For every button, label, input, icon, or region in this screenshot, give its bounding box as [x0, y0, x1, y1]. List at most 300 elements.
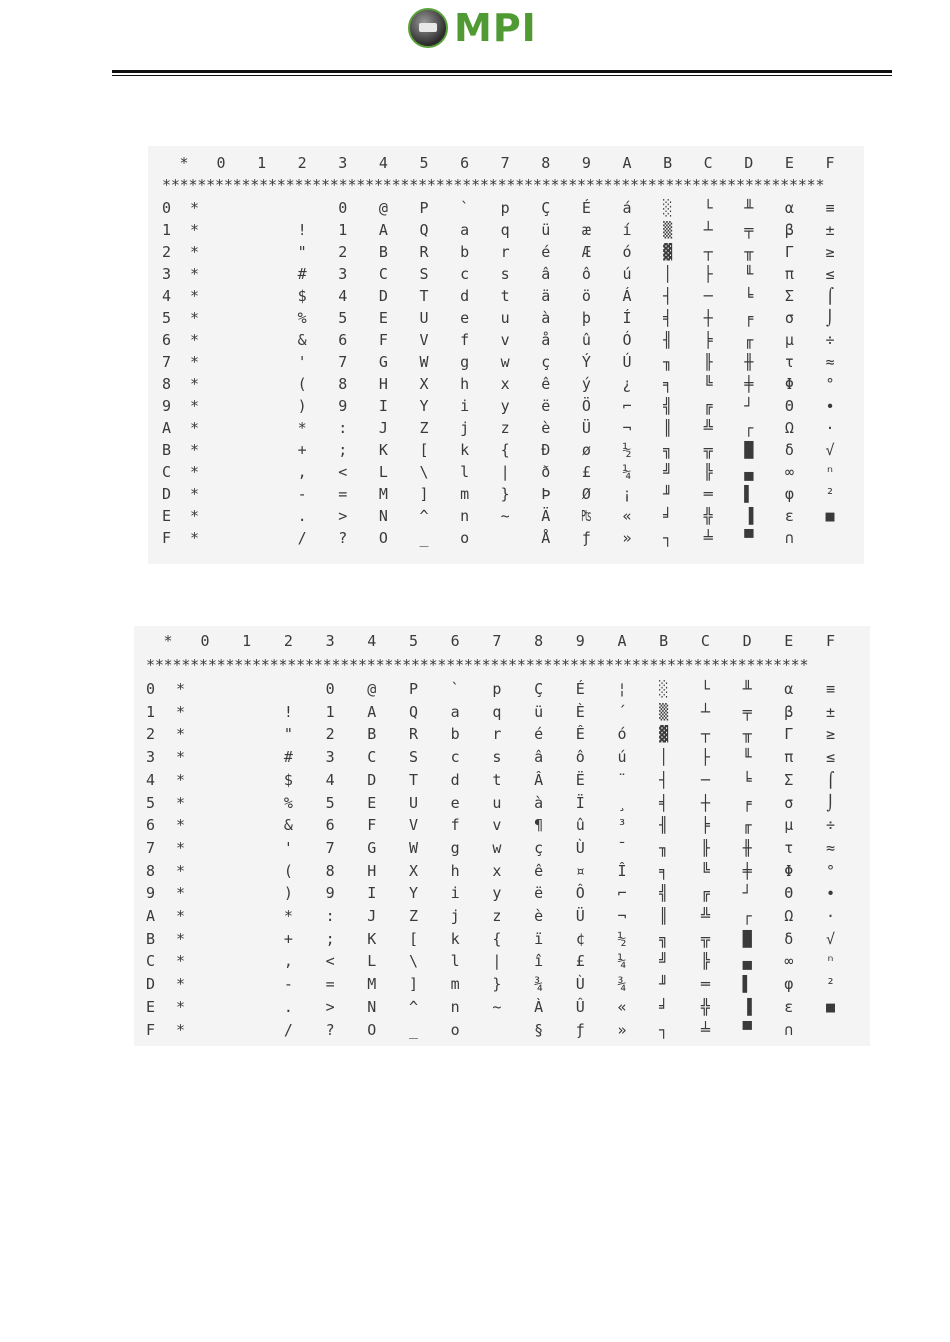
- char-cell: r: [500, 243, 510, 261]
- header-star: *: [163, 632, 173, 650]
- char-cell: [: [408, 929, 419, 948]
- row-label: 7: [162, 353, 172, 371]
- char-cell: ─: [703, 287, 713, 305]
- char-cell: ┼: [703, 309, 713, 327]
- char-cell: s: [500, 265, 510, 283]
- char-cell: ë: [541, 397, 551, 415]
- row-label: 4: [162, 287, 172, 305]
- row-label: C: [146, 952, 156, 971]
- column-header: 3: [325, 632, 335, 650]
- char-cell: Ó: [622, 331, 632, 349]
- char-cell: P: [408, 680, 419, 698]
- char-cell: Γ: [784, 243, 794, 261]
- char-cell: f: [450, 816, 460, 835]
- char-cell: 9: [338, 397, 348, 415]
- column-header: 2: [283, 632, 293, 650]
- char-cell: O: [367, 1020, 377, 1039]
- char-cell: ╞: [703, 331, 713, 349]
- char-cell: ╧: [703, 529, 713, 547]
- char-cell: ": [297, 243, 307, 261]
- row-star: *: [190, 243, 200, 261]
- char-cell: ≡: [825, 199, 835, 217]
- char-cell: ╟: [703, 353, 713, 371]
- column-header: 1: [242, 632, 252, 650]
- char-cell: d: [450, 770, 460, 789]
- char-cell: ¼: [622, 463, 632, 481]
- char-cell: i: [460, 397, 470, 415]
- char-cell: ô: [581, 265, 591, 283]
- char-cell: ▌: [742, 975, 752, 994]
- char-cell: ?: [338, 529, 348, 547]
- char-cell: d: [460, 287, 470, 305]
- char-cell: └: [703, 199, 713, 217]
- char-cell: O: [378, 529, 388, 547]
- char-cell: 6: [325, 816, 335, 835]
- column-header: C: [700, 632, 710, 650]
- char-cell: ½: [622, 441, 632, 459]
- char-cell: 2: [325, 725, 335, 744]
- char-cell: e: [460, 309, 470, 327]
- char-cell: A: [378, 221, 388, 239]
- char-cell: ▓: [659, 725, 669, 744]
- char-cell: f: [460, 331, 470, 349]
- char-cell: ú: [617, 748, 627, 767]
- char-cell: o: [460, 529, 470, 547]
- char-cell: ╙: [742, 748, 752, 767]
- char-cell: ╩: [700, 907, 710, 925]
- char-cell: Þ: [541, 485, 551, 503]
- char-cell: 8: [338, 375, 348, 393]
- char-cell: ╣: [663, 397, 673, 415]
- char-cell: ╚: [703, 375, 713, 393]
- char-cell: °: [825, 375, 835, 393]
- row-label: 3: [162, 265, 172, 283]
- char-cell: α: [784, 680, 794, 698]
- char-cell: y: [492, 884, 502, 903]
- char-cell: s: [492, 748, 502, 767]
- char-cell: ╔: [703, 397, 713, 415]
- char-cell: ≥: [825, 243, 835, 261]
- char-cell: p: [500, 199, 510, 217]
- row-star: *: [190, 397, 200, 415]
- char-cell: ±: [825, 702, 836, 721]
- char-cell: y: [500, 397, 510, 415]
- char-cell: k: [460, 441, 470, 459]
- char-cell: ê: [534, 861, 544, 880]
- char-cell: Z: [419, 419, 429, 437]
- char-cell: Å: [541, 529, 551, 547]
- char-cell: ·: [825, 907, 836, 925]
- char-cell: p: [492, 680, 502, 698]
- char-cell: `: [460, 199, 470, 217]
- char-cell: Ê: [575, 725, 585, 744]
- char-cell: ·: [825, 419, 835, 437]
- char-cell: #: [283, 748, 293, 767]
- char-cell: ~: [500, 507, 510, 525]
- column-header: 9: [581, 154, 591, 172]
- char-cell: U: [408, 793, 419, 812]
- char-cell: Ω: [784, 907, 794, 925]
- char-cell: /: [297, 529, 307, 547]
- char-cell: ⁿ: [825, 463, 835, 481]
- char-cell: ê: [541, 375, 551, 393]
- row-label: C: [162, 463, 172, 481]
- char-cell: ╨: [744, 199, 754, 217]
- char-cell: ┤: [663, 287, 673, 305]
- char-cell: ─: [700, 770, 710, 789]
- char-cell: 1: [325, 702, 335, 721]
- char-cell: c: [460, 265, 470, 283]
- char-cell: ð: [541, 463, 551, 481]
- column-header: F: [825, 632, 836, 650]
- char-cell: «: [617, 997, 627, 1016]
- char-cell: ε: [784, 507, 794, 525]
- char-cell: Æ: [581, 243, 591, 261]
- char-cell: V: [419, 331, 429, 349]
- column-header: 5: [419, 154, 429, 172]
- column-header: C: [703, 154, 713, 172]
- char-cell: U: [419, 309, 429, 327]
- char-cell: ¸: [617, 793, 627, 812]
- char-cell: !: [283, 702, 293, 721]
- char-cell: Ï: [575, 793, 585, 812]
- char-cell: ═: [700, 975, 710, 994]
- char-cell: t: [500, 287, 510, 305]
- char-cell: J: [378, 419, 388, 437]
- char-cell: !: [297, 221, 307, 239]
- row-label: D: [146, 975, 156, 994]
- column-header: 9: [575, 632, 585, 650]
- char-cell: T: [419, 287, 429, 305]
- char-cell: Γ: [784, 725, 794, 744]
- char-cell: ⁿ: [825, 952, 836, 971]
- char-cell: ┐: [663, 529, 673, 547]
- char-cell: X: [419, 375, 429, 393]
- char-cell: ^: [408, 997, 419, 1016]
- char-cell: m: [450, 975, 460, 994]
- char-cell: t: [492, 770, 502, 789]
- char-cell: Î: [617, 861, 627, 880]
- char-cell: |: [500, 463, 510, 481]
- char-cell: <: [338, 463, 348, 481]
- char-cell: ╜: [659, 975, 669, 994]
- char-cell: ⌐: [617, 884, 627, 903]
- char-cell: (: [297, 375, 307, 393]
- star-rule: ***************************************************************************: [162, 176, 825, 194]
- row-star: *: [190, 485, 200, 503]
- char-cell: Ð: [541, 441, 551, 459]
- char-cell: ╡: [659, 793, 669, 812]
- column-header: 7: [492, 632, 502, 650]
- char-cell: G: [367, 838, 377, 857]
- char-cell: ▌: [744, 485, 754, 503]
- row-star: *: [176, 748, 186, 767]
- char-cell: è: [541, 419, 551, 437]
- char-cell: L: [378, 463, 388, 481]
- char-cell: ³: [617, 816, 627, 835]
- row-star: *: [190, 375, 200, 393]
- char-cell: ≤: [825, 265, 835, 283]
- char-cell: ¯: [617, 838, 627, 857]
- char-cell: â: [534, 748, 544, 767]
- row-star: *: [176, 770, 186, 789]
- char-cell: %: [283, 793, 293, 812]
- char-cell: :: [338, 419, 348, 437]
- char-cell: Ý: [581, 353, 591, 371]
- char-cell: o: [450, 1020, 460, 1039]
- char-cell: 3: [338, 265, 348, 283]
- char-cell: R: [419, 243, 429, 261]
- row-star: *: [176, 725, 186, 744]
- column-header: D: [744, 154, 754, 172]
- char-cell: b: [450, 725, 460, 744]
- column-header: 8: [534, 632, 544, 650]
- char-cell: ╢: [659, 816, 669, 835]
- char-cell: π: [784, 748, 794, 767]
- char-cell: à: [541, 309, 551, 327]
- char-cell: Ö: [581, 397, 591, 415]
- char-cell: ░: [663, 199, 673, 217]
- column-header: F: [825, 154, 835, 172]
- char-cell: Á: [622, 287, 632, 305]
- char-cell: +: [283, 929, 293, 948]
- logo-text: MPI: [454, 6, 537, 50]
- char-cell: ┼: [700, 793, 710, 812]
- row-label: 6: [162, 331, 172, 349]
- char-cell: X: [408, 861, 419, 880]
- char-cell: {: [500, 441, 510, 459]
- char-cell: ∩: [784, 1020, 794, 1039]
- char-cell: α: [784, 199, 794, 217]
- char-cell: ∙: [825, 397, 835, 415]
- char-cell: ƒ: [581, 529, 591, 547]
- char-cell: b: [460, 243, 470, 261]
- row-label: 7: [146, 838, 156, 857]
- char-cell: σ: [784, 309, 794, 327]
- char-cell: h: [460, 375, 470, 393]
- char-cell: Σ: [784, 287, 794, 305]
- row-label: 1: [162, 221, 172, 239]
- char-cell: ╒: [742, 793, 752, 812]
- char-cell: ╫: [742, 838, 752, 857]
- char-cell: C: [378, 265, 388, 283]
- char-cell: δ: [784, 929, 794, 948]
- row-star: *: [190, 507, 200, 525]
- char-cell: √: [825, 441, 835, 459]
- char-cell: §: [534, 1020, 544, 1039]
- row-star: *: [176, 702, 186, 721]
- char-cell: I: [378, 397, 388, 415]
- char-cell: P: [419, 199, 429, 217]
- char-cell: ï: [534, 929, 544, 948]
- char-cell: æ: [581, 221, 591, 239]
- column-header: 6: [460, 154, 470, 172]
- char-cell: σ: [784, 793, 794, 812]
- char-cell: ┘: [744, 397, 754, 415]
- row-label: 9: [162, 397, 172, 415]
- char-cell: ⌠: [825, 287, 835, 305]
- row-label: 4: [146, 770, 156, 789]
- char-cell: µ: [784, 331, 794, 349]
- char-cell: :: [325, 907, 335, 925]
- char-cell: ░: [659, 680, 669, 698]
- char-cell: ¾: [534, 975, 544, 994]
- char-cell: e: [450, 793, 460, 812]
- char-cell: @: [378, 199, 388, 217]
- char-cell: ∙: [825, 884, 836, 903]
- char-cell: }: [500, 485, 510, 503]
- char-cell: è: [534, 907, 544, 925]
- char-cell: ┴: [703, 221, 713, 239]
- char-cell: n: [460, 507, 470, 525]
- char-cell: a: [460, 221, 470, 239]
- char-cell: ╟: [700, 838, 710, 857]
- char-cell: ë: [534, 884, 544, 903]
- char-cell: ¦: [617, 680, 627, 698]
- char-cell: ø: [581, 441, 591, 459]
- character-set-table-2: [134, 626, 870, 1046]
- char-cell: ▓: [663, 243, 673, 261]
- char-cell: £: [575, 952, 585, 971]
- column-header: E: [784, 154, 794, 172]
- char-cell: ≈: [825, 838, 836, 857]
- char-cell: ó: [622, 243, 632, 261]
- char-cell: ┐: [659, 1020, 669, 1039]
- char-cell: ƒ: [575, 1020, 585, 1039]
- row-star: *: [190, 331, 200, 349]
- row-star: *: [176, 861, 186, 880]
- printer-icon: [408, 8, 448, 48]
- char-cell: {: [492, 929, 502, 948]
- char-cell: 6: [338, 331, 348, 349]
- char-cell: ¾: [617, 975, 627, 994]
- char-cell: 0: [325, 680, 335, 698]
- char-cell: ´: [617, 702, 627, 721]
- char-cell: 1: [338, 221, 348, 239]
- char-cell: E: [378, 309, 388, 327]
- char-cell: █: [742, 929, 752, 948]
- char-cell: m: [460, 485, 470, 503]
- char-cell: Â: [534, 770, 544, 789]
- char-cell: 9: [325, 884, 335, 903]
- row-star: *: [190, 265, 200, 283]
- char-cell: √: [825, 929, 836, 948]
- char-cell: .: [297, 507, 307, 525]
- char-cell: r: [492, 725, 502, 744]
- char-cell: ü: [541, 221, 551, 239]
- header-rule: [112, 70, 892, 73]
- char-cell: ╢: [663, 331, 673, 349]
- char-cell: ╥: [744, 243, 754, 261]
- char-cell: ú: [622, 265, 632, 283]
- column-header: 7: [500, 154, 510, 172]
- row-star: *: [190, 419, 200, 437]
- char-cell: _: [408, 1020, 419, 1039]
- char-cell: v: [492, 816, 502, 835]
- row-label: D: [162, 485, 172, 503]
- char-cell: ▄: [744, 463, 754, 481]
- char-cell: 8: [325, 861, 335, 880]
- char-cell: ý: [581, 375, 591, 393]
- char-cell: ╛: [659, 997, 669, 1016]
- char-cell: _: [419, 529, 429, 547]
- char-cell: k: [450, 929, 460, 948]
- char-cell: u: [492, 793, 502, 812]
- char-cell: ┬: [700, 725, 710, 744]
- char-cell: D: [367, 770, 377, 789]
- char-cell: τ: [784, 838, 794, 857]
- char-cell: ¢: [575, 929, 585, 948]
- char-cell: ,: [283, 952, 293, 971]
- char-cell: 0: [338, 199, 348, 217]
- row-star: *: [176, 1020, 186, 1039]
- char-cell: Ú: [622, 353, 632, 371]
- char-cell: ╕: [663, 375, 673, 393]
- char-cell: ╠: [703, 463, 713, 481]
- char-cell: 7: [325, 838, 335, 857]
- row-label: 2: [146, 725, 156, 744]
- char-cell: ∞: [784, 952, 794, 971]
- char-cell: v: [500, 331, 510, 349]
- char-cell: Ø: [581, 485, 591, 503]
- char-cell: ╨: [742, 680, 752, 698]
- char-cell: ┤: [659, 770, 669, 789]
- row-star: *: [176, 929, 186, 948]
- char-cell: g: [450, 838, 460, 857]
- char-cell: I: [367, 884, 377, 903]
- char-cell: ;: [325, 929, 335, 948]
- char-cell: q: [500, 221, 510, 239]
- char-cell: ⌠: [825, 770, 836, 789]
- char-cell: ╬: [703, 507, 713, 525]
- char-cell: #: [297, 265, 307, 283]
- row-label: 5: [162, 309, 172, 327]
- row-star: *: [190, 309, 200, 327]
- star-rule: ***************************************************************************: [146, 656, 809, 674]
- char-cell: &: [297, 331, 307, 349]
- char-cell: ¶: [534, 816, 544, 835]
- row-star: *: [176, 884, 186, 903]
- char-cell: n: [450, 997, 460, 1016]
- char-cell: S: [419, 265, 429, 283]
- char-cell: H: [378, 375, 388, 393]
- char-cell: g: [460, 353, 470, 371]
- column-header: 4: [367, 632, 377, 650]
- row-star: *: [190, 529, 200, 547]
- char-cell: K: [367, 929, 377, 948]
- char-cell: K: [378, 441, 388, 459]
- char-cell: ╤: [742, 702, 752, 721]
- char-cell: ä: [541, 287, 551, 305]
- character-set-table-1: [148, 146, 864, 564]
- char-cell: G: [378, 353, 388, 371]
- row-label: 0: [162, 199, 172, 217]
- char-cell: ╪: [742, 861, 752, 880]
- char-cell: W: [419, 353, 429, 371]
- char-cell: ╔: [700, 884, 710, 903]
- char-cell: &: [283, 816, 293, 835]
- row-label: F: [162, 529, 172, 547]
- char-cell: ¿: [622, 375, 632, 393]
- char-cell: φ: [784, 485, 794, 503]
- char-cell: ≥: [825, 725, 836, 744]
- char-cell: û: [581, 331, 591, 349]
- char-cell: ╖: [663, 353, 673, 371]
- row-label: E: [146, 997, 156, 1016]
- char-cell: ▒: [659, 702, 669, 721]
- char-cell: N: [378, 507, 388, 525]
- char-cell: 4: [325, 770, 335, 789]
